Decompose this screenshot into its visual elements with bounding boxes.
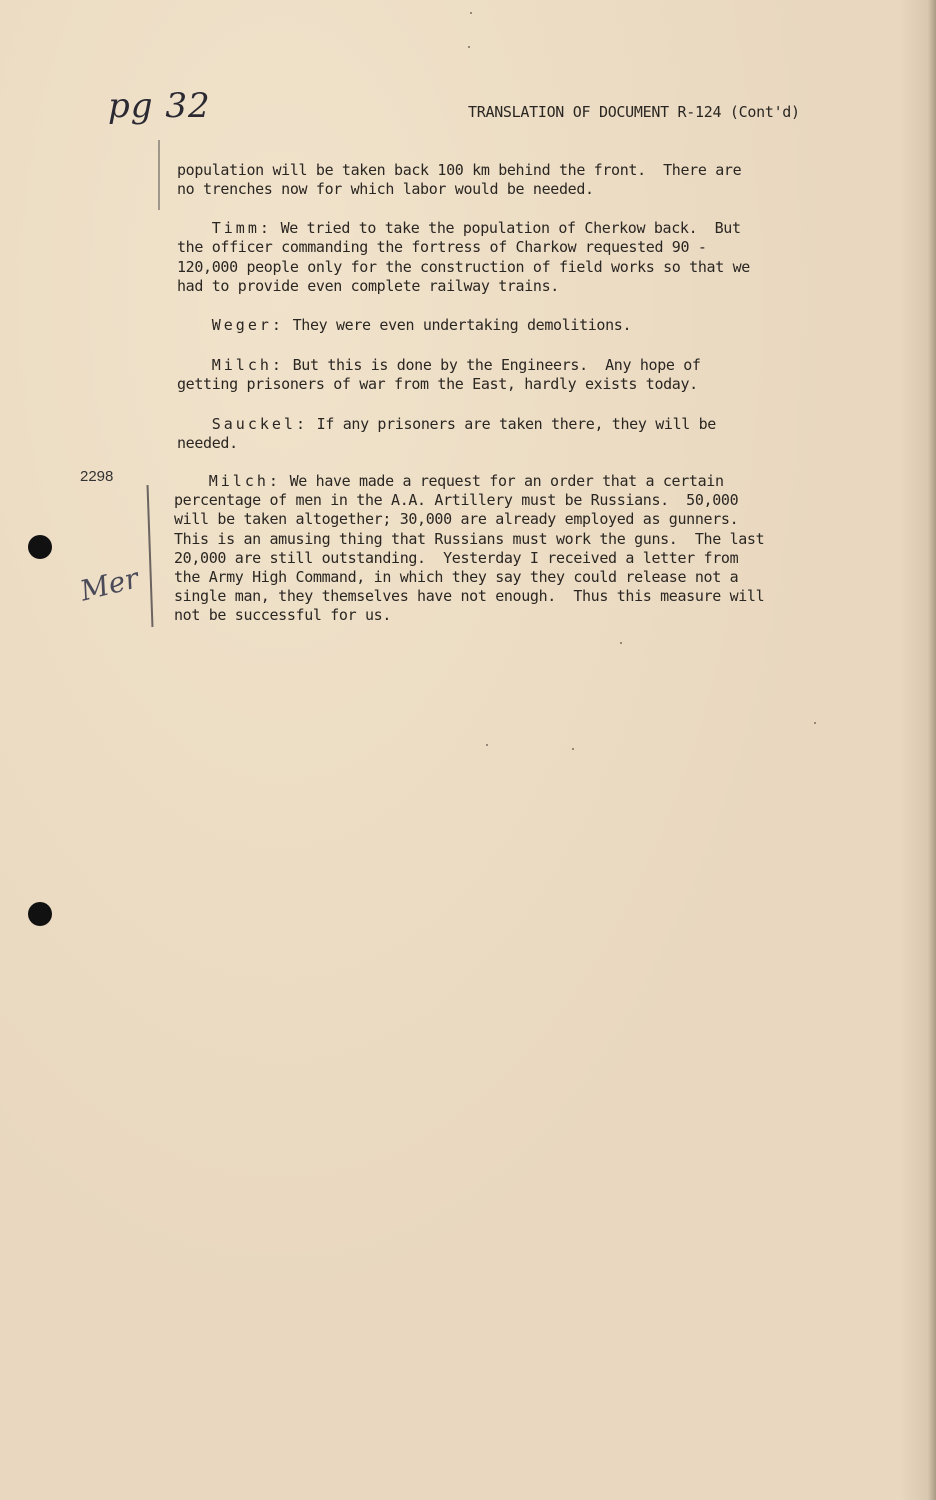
paragraph-line: population will be taken back 100 km behind the front. There are xyxy=(177,161,742,179)
paragraph-line: single man, they themselves have not enough. Thus this measure will xyxy=(174,587,765,606)
punch-hole xyxy=(28,535,52,559)
paragraph-line: getting prisoners of war from the East, hardly exists today. xyxy=(177,375,698,394)
paragraph-4 xyxy=(177,356,842,395)
speaker-name: Sauckel: xyxy=(211,415,308,433)
paragraph-1 xyxy=(177,161,842,200)
speaker-name: Timm: xyxy=(211,219,272,237)
margin-reference-number: 2298 xyxy=(80,468,114,485)
document-header: TRANSLATION OF DOCUMENT R-124 (Cont'd) xyxy=(468,103,800,121)
paragraph-2 xyxy=(177,219,842,296)
margin-mark-line xyxy=(158,140,160,210)
paragraph-line: no trenches now for which labor would be needed. xyxy=(177,180,594,199)
paper-speck xyxy=(620,642,622,644)
paragraph-line: They were even undertaking demolitions. xyxy=(283,316,632,334)
paragraph-line: will be taken altogether; 30,000 are already employed as gunners. xyxy=(174,510,739,529)
paragraph-line: But this is done by the Engineers. Any hope of xyxy=(283,356,701,374)
paragraph-6 xyxy=(174,472,839,626)
paper-speck xyxy=(468,46,470,48)
paragraph-line: the officer commanding the fortress of Charkow requested 90 - xyxy=(177,238,707,257)
margin-initials-annotation: Mer xyxy=(76,561,142,608)
page-edge-shadow xyxy=(928,0,936,1500)
paragraph-line: We have made a request for an order that a certain xyxy=(280,472,724,490)
paragraph-line: percentage of men in the A.A. Artillery must be Russians. 50,000 xyxy=(174,491,739,510)
speaker-name: Weger: xyxy=(211,316,284,334)
speaker-name: Milch: xyxy=(208,472,281,490)
handwritten-page-number: pg 32 xyxy=(108,86,211,126)
paper-speck xyxy=(572,748,574,750)
paragraph-line: 20,000 are still outstanding. Yesterday I received a letter from xyxy=(174,548,739,567)
margin-mark-line xyxy=(147,485,153,627)
paragraph-3 xyxy=(177,316,842,335)
paper-speck xyxy=(470,12,472,14)
paragraph-line: the Army High Command, in which they say they could release not a xyxy=(174,568,739,587)
paper-speck xyxy=(486,744,488,746)
paragraph-line: This is an amusing thing that Russians must work the guns. The last xyxy=(174,529,765,548)
paragraph-line: We tried to take the population of Cherkow back. But xyxy=(271,219,741,237)
paper-speck xyxy=(814,722,816,724)
paragraph-5 xyxy=(177,415,842,454)
paragraph-line: If any prisoners are taken there, they will be xyxy=(307,415,716,433)
paragraph-line: had to provide even complete railway trains. xyxy=(177,276,559,295)
punch-hole xyxy=(28,902,52,926)
speaker-name: Milch: xyxy=(211,356,284,374)
paragraph-line: 120,000 people only for the construction of field works so that we xyxy=(177,257,750,276)
paragraph-line: needed. xyxy=(177,434,238,453)
paragraph-line: not be successful for us. xyxy=(174,606,392,625)
